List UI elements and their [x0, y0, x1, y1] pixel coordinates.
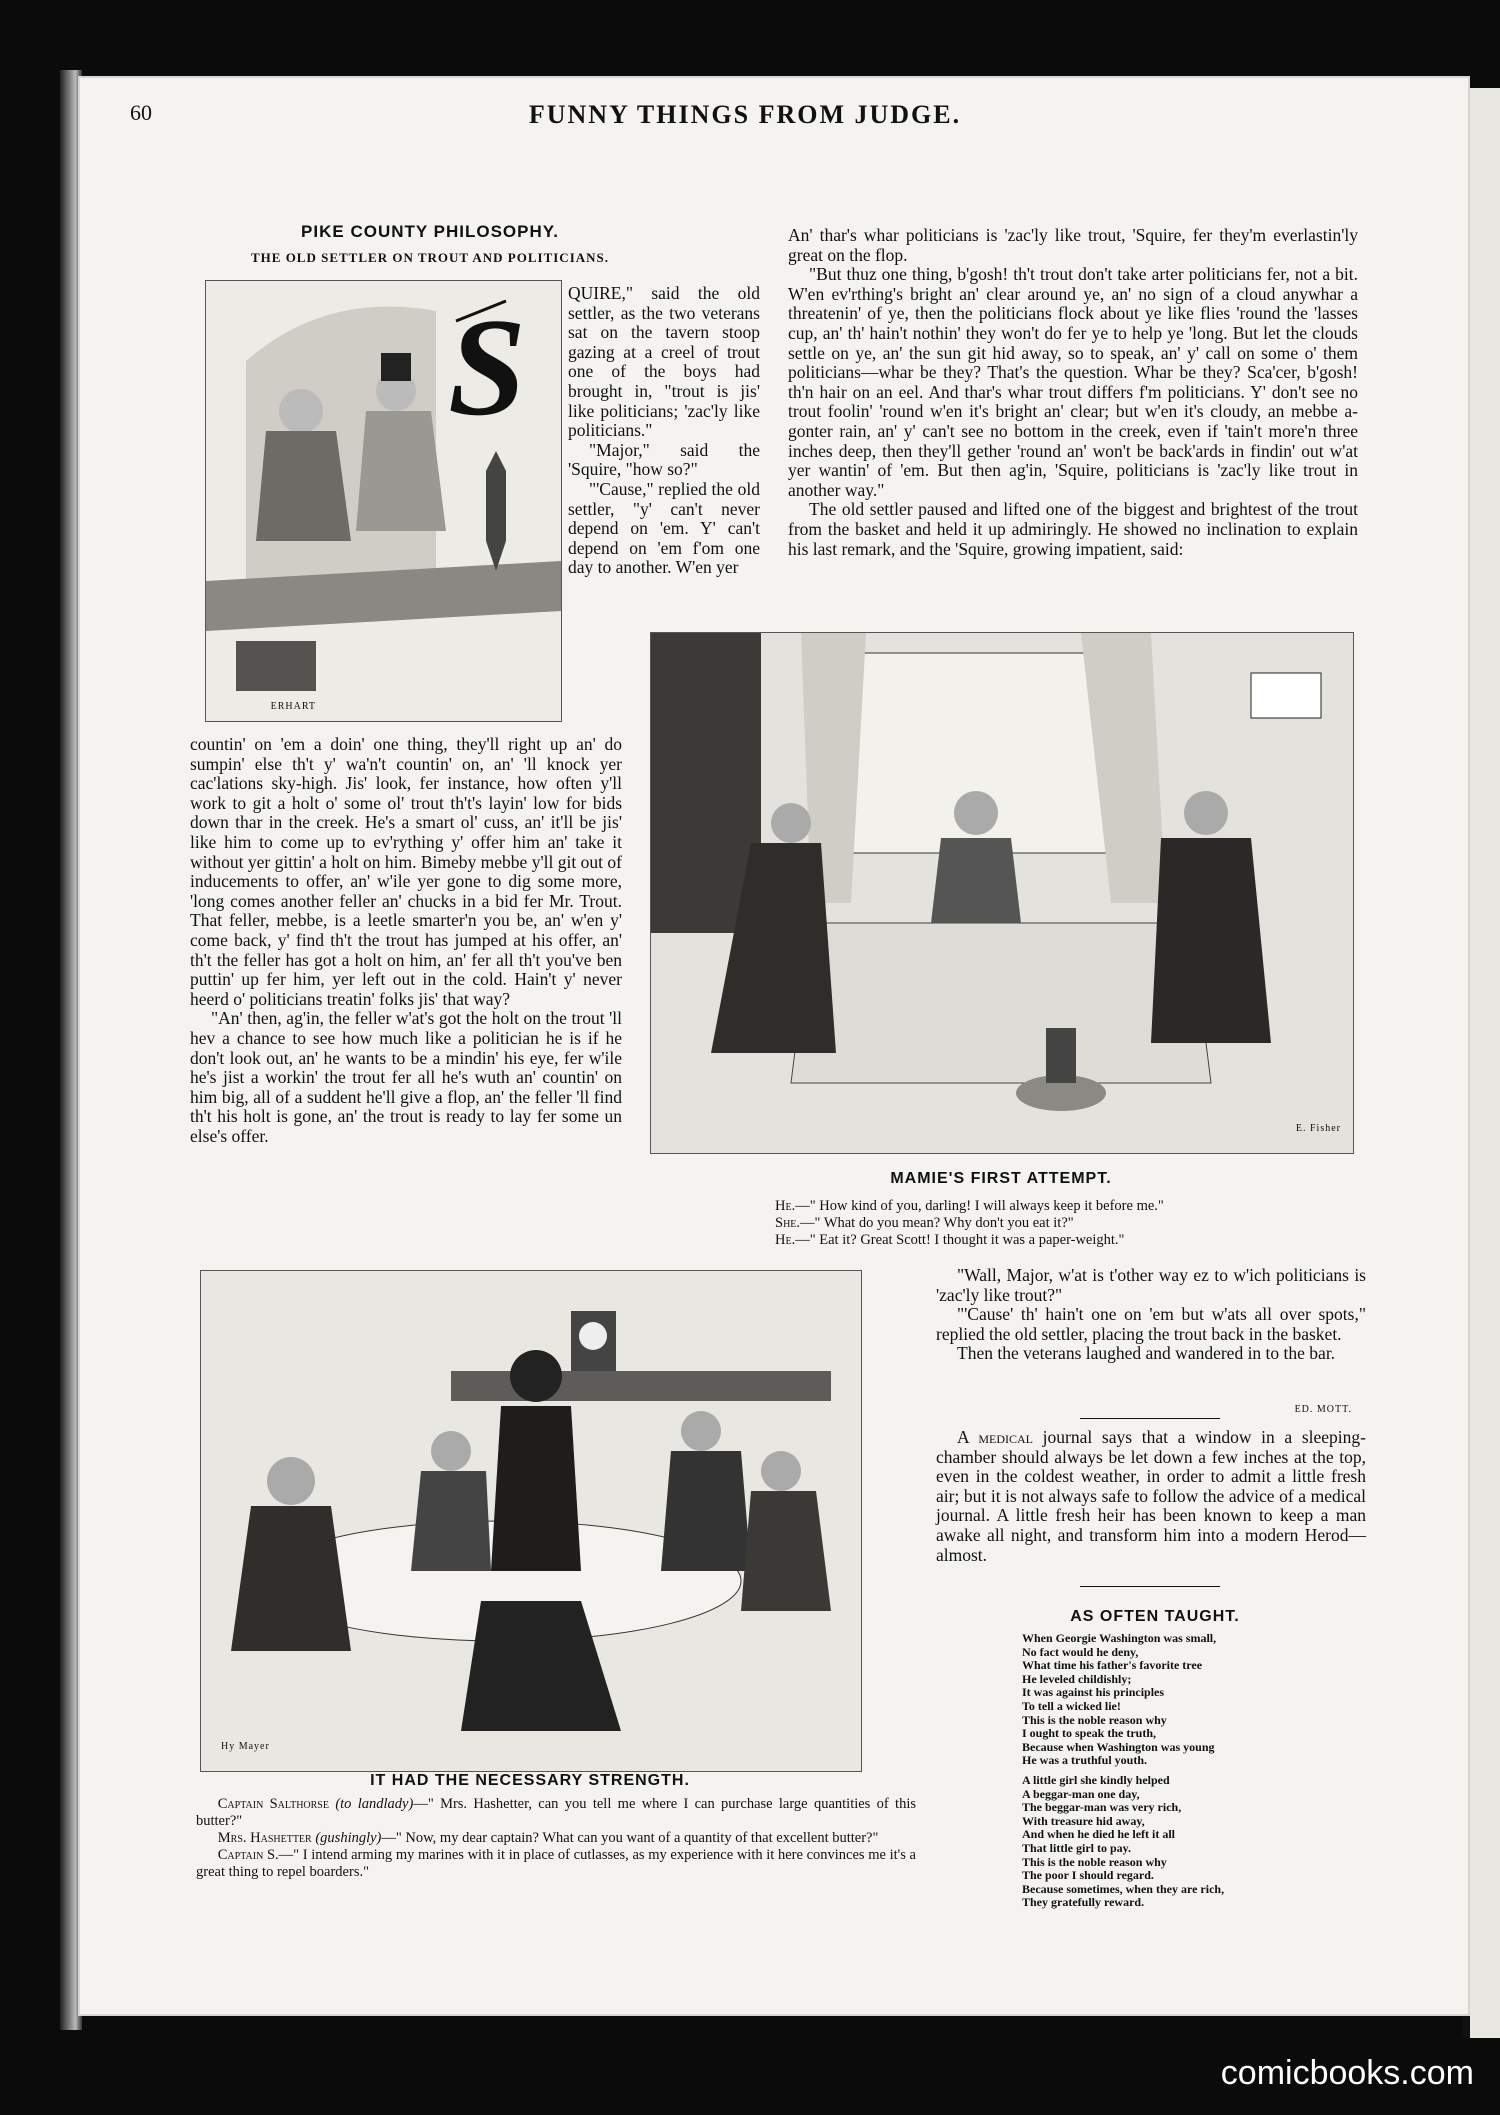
- medical-joke: [936, 1428, 1366, 1565]
- speaker: He.: [775, 1198, 796, 1214]
- poem-line: A little girl she kindly helped: [1022, 1773, 1170, 1787]
- paragraph: "Major," said the 'Squire, "how so?": [568, 439, 760, 480]
- cartoon-dialogue: [196, 1796, 916, 1881]
- dialogue-line: [196, 1830, 916, 1847]
- speaker: Captain Salthorse: [217, 1796, 329, 1812]
- poem-line: With treasure hid away,: [1022, 1813, 1145, 1828]
- poem-line: This is the noble reason why: [1022, 1712, 1167, 1727]
- paragraph: countin' on 'em a doin' one thing, they'll right up an' do sumpin' else th't y' wa'n't countin' on, an' 'll knock yer cac'lations sky-high. Jis' look, fer instance, how often y'll work to git a holt o' some ol' trout th't's layin' low for bids down thar in the creek. He's a smart ol' cuss, an' it'll be jis' like him to come up to ev'rything y' offer him an' take it without yer gittin' a holt on him. Bimeby mebbe y'll git out of inducements to offer, an' w'ile yer gone to dig some more, 'long comes another feller an' chucks in a bid fer Mr. Trout. That feller, mebbe, is a leetle smarter'n you be, an' w'en y' come back, y' find th't the trout has jumped at his offer, an' th't the feller has got a holt on him, an' fer all th't you've ben puttin' up fer him, yer left out in the cold. Hain't y' never heerd o' politicians treatin' folks jis' that way?: [190, 734, 622, 1009]
- page-title: FUNNY THINGS FROM JUDGE.: [528, 100, 962, 129]
- dialogue-text: —" I intend arming my marines with it in place of cutlasses, as my experience with it here convinces me it's a great thing to repel boarders.": [196, 1847, 916, 1880]
- poem-line: To tell a wicked lie!: [1022, 1698, 1121, 1713]
- paragraph: "An' then, ag'in, the feller w'at's got the holt on the trout 'll hev a chance to see how much like a politician he is if he don't look out, an' he wants to be a mindin' his eye, fer w'ile he's jist a workin' the trout fer all he's wuth an' countin' on him big, all of a suddent he'll give a flop, an' the feller 'll find th't his holt is gone, an' the trout is ready to lay fer some un else's offer.: [190, 1008, 622, 1146]
- dialogue-text: —" Eat it? Great Scott! I thought it was a paper-weight.": [795, 1232, 1125, 1248]
- paragraph: "'Cause' th' hain't one on 'em but w'ats all over spots," replied the old settler, placing the trout back in the basket.: [936, 1304, 1366, 1344]
- dining-room-drawing: [651, 633, 1353, 1153]
- paragraph: "Wall, Major, w'at is t'other way ez to w'ich politicians is 'zac'ly like trout?": [936, 1265, 1366, 1305]
- paragraph: "'Cause," replied the old settler, "y' can't never depend on 'em. Y' can't depend on 'em f'om one day to another. W'en yer: [568, 478, 760, 578]
- drop-cap-s: S: [448, 290, 526, 445]
- poem-line: Because sometimes, when they are rich,: [1022, 1881, 1225, 1896]
- divider: [1080, 1586, 1220, 1587]
- article-wrap-text: [568, 284, 760, 578]
- illustration-dining-room: [650, 632, 1354, 1154]
- poem-line: What time his father's favorite tree: [1022, 1658, 1203, 1673]
- dialogue-text: —" Mrs. Hashetter, can you tell me where I can purchase large quantities of this butter?": [196, 1796, 916, 1829]
- cartoon-dialogue: [775, 1198, 1335, 1249]
- poem-line: The beggar-man was very rich,: [1022, 1800, 1182, 1815]
- paragraph: Then the veterans laughed and wandered in to the bar.: [957, 1343, 1336, 1364]
- dialogue-text: —" Now, my dear captain? What can you want of a quantity of that excellent butter?": [381, 1830, 879, 1846]
- poem-line: When Georgie Washington was small,: [1022, 1631, 1217, 1645]
- poem-line: The poor I should regard.: [1022, 1868, 1154, 1883]
- poem-line: They gratefully reward.: [1022, 1895, 1145, 1910]
- illustration-signature: ERHART: [270, 701, 316, 712]
- article-right-column: [788, 226, 1358, 559]
- author-signature: ED. MOTT.: [1294, 1404, 1352, 1415]
- speaker: Captain S.: [217, 1847, 279, 1863]
- poem-line: He leveled childishly;: [1022, 1671, 1132, 1686]
- speaker: Mrs. Hashetter: [217, 1830, 312, 1846]
- dialogue-line: [196, 1796, 916, 1830]
- poem-line: He was a truthful youth.: [1022, 1753, 1148, 1768]
- poem-stanza-2: [1022, 1774, 1322, 1910]
- poem-title: AS OFTEN TAUGHT.: [1070, 1608, 1240, 1625]
- article-left-column: [190, 735, 622, 1146]
- speaker: He.: [775, 1232, 796, 1248]
- dialogue-text: —" How kind of you, darling! I will always keep it before me.": [795, 1198, 1164, 1214]
- page-number: 60: [130, 100, 152, 125]
- speaker: She.: [775, 1215, 801, 1231]
- joke-text: journal says that a window in a sleeping-chamber should always be let down a few inches at the top, even in the coldest weather, in order to admit a little fresh air; but it is not always safe to follow the advice of a medical journal. A little fresh heir has been known to keep a man awake all night, and transform him into a modern Herod—almost.: [936, 1427, 1366, 1565]
- paragraph: The old settler paused and lifted one of the biggest and brightest of the trout from the basket and held it up admiringly. He showed no inclination to explain his last remark, and the 'Squire, growing impatient, said:: [788, 499, 1358, 559]
- poem-line: It was against his principles: [1022, 1685, 1165, 1700]
- stage-direction: (gushingly): [315, 1830, 382, 1846]
- running-head: [130, 100, 1360, 140]
- poem-line: No fact would he deny,: [1022, 1644, 1139, 1659]
- illustration-signature: Hy Mayer: [221, 1741, 270, 1752]
- cartoon-title: MAMIE'S FIRST ATTEMPT.: [890, 1170, 1112, 1187]
- poem-line: This is the noble reason why: [1022, 1854, 1167, 1869]
- illustration-dinner-party: [200, 1270, 862, 1772]
- dialogue-text: —" What do you mean? Why don't you eat it?": [800, 1215, 1074, 1231]
- illustration-signature: E. Fisher: [1295, 1123, 1341, 1134]
- poem-line: Because when Washington was young: [1022, 1739, 1215, 1754]
- paragraph: QUIRE," said the old settler, as the two veterans sat on the tavern stoop gazing at a creel of trout one of the boys had brought in, "trout is jis' like politicians; 'zac'ly like politicians.": [568, 283, 760, 441]
- poem-line: A beggar-man one day,: [1022, 1786, 1140, 1801]
- dialogue-line: [196, 1847, 916, 1881]
- lead-words: A medical: [957, 1427, 1034, 1447]
- paragraph: [936, 1428, 1366, 1565]
- poem-line: I ought to speak the truth,: [1022, 1726, 1157, 1741]
- paragraph: An' thar's whar politicians is 'zac'ly like trout, 'Squire, fer they'm everlastin'ly great on the flop.: [788, 225, 1358, 265]
- site-watermark: comicbooks.com: [1220, 2054, 1474, 2092]
- article-title: PIKE COUNTY PHILOSOPHY.: [301, 222, 559, 241]
- dialogue-line: [775, 1232, 1335, 1249]
- cartoon-title: IT HAD THE NECESSARY STRENGTH.: [370, 1772, 690, 1789]
- poem-line: And when he died he left it all: [1022, 1827, 1176, 1842]
- paragraph: "But thuz one thing, b'gosh! th't trout don't take arter politicians fer, not a bit. W'en ev'rthing's bright an' clear around ye, an' no sign of a cloud anywhar a threatenin' of ye, then the politicians flock about ye like flies 'round the 'lasses cup, an' th' hain't nothin' they won't do fer ye to help ye 'long. But let the clouds settle on ye, an' the sun git hid away, so to speak, an' y' call on some o' them politicians—whar be they? That's the question. Whar be they? Sca'cer, b'gosh! th'n hair on an eel. And thar's whar trout differs f'm politicians. Y' don't see no trout foolin' 'round w'en it's bright an' clear; but w'en it's cloudy, an mebbe a-gonter rain, an' y' can't see no bottom in the creek, even if 'tain't more'n three inches deep, then they'll gether 'round an' won't be back'ards in findin' out w'at yer wantin' of 'em. But then ag'in, 'Squire, politicians is 'zac'ly like trout in another way.": [788, 264, 1358, 500]
- article-subtitle: THE OLD SETTLER ON TROUT AND POLITICIANS.: [250, 250, 610, 265]
- poem-stanza-1: [1022, 1632, 1322, 1768]
- dialogue-line: [775, 1198, 1335, 1215]
- stage-direction: (to landlady): [335, 1796, 414, 1812]
- dialogue-line: [775, 1215, 1335, 1232]
- poem-line: That little girl to pay.: [1022, 1840, 1131, 1855]
- dinner-party-drawing: [201, 1271, 861, 1771]
- article-continuation: [936, 1266, 1366, 1364]
- divider: [1080, 1418, 1220, 1419]
